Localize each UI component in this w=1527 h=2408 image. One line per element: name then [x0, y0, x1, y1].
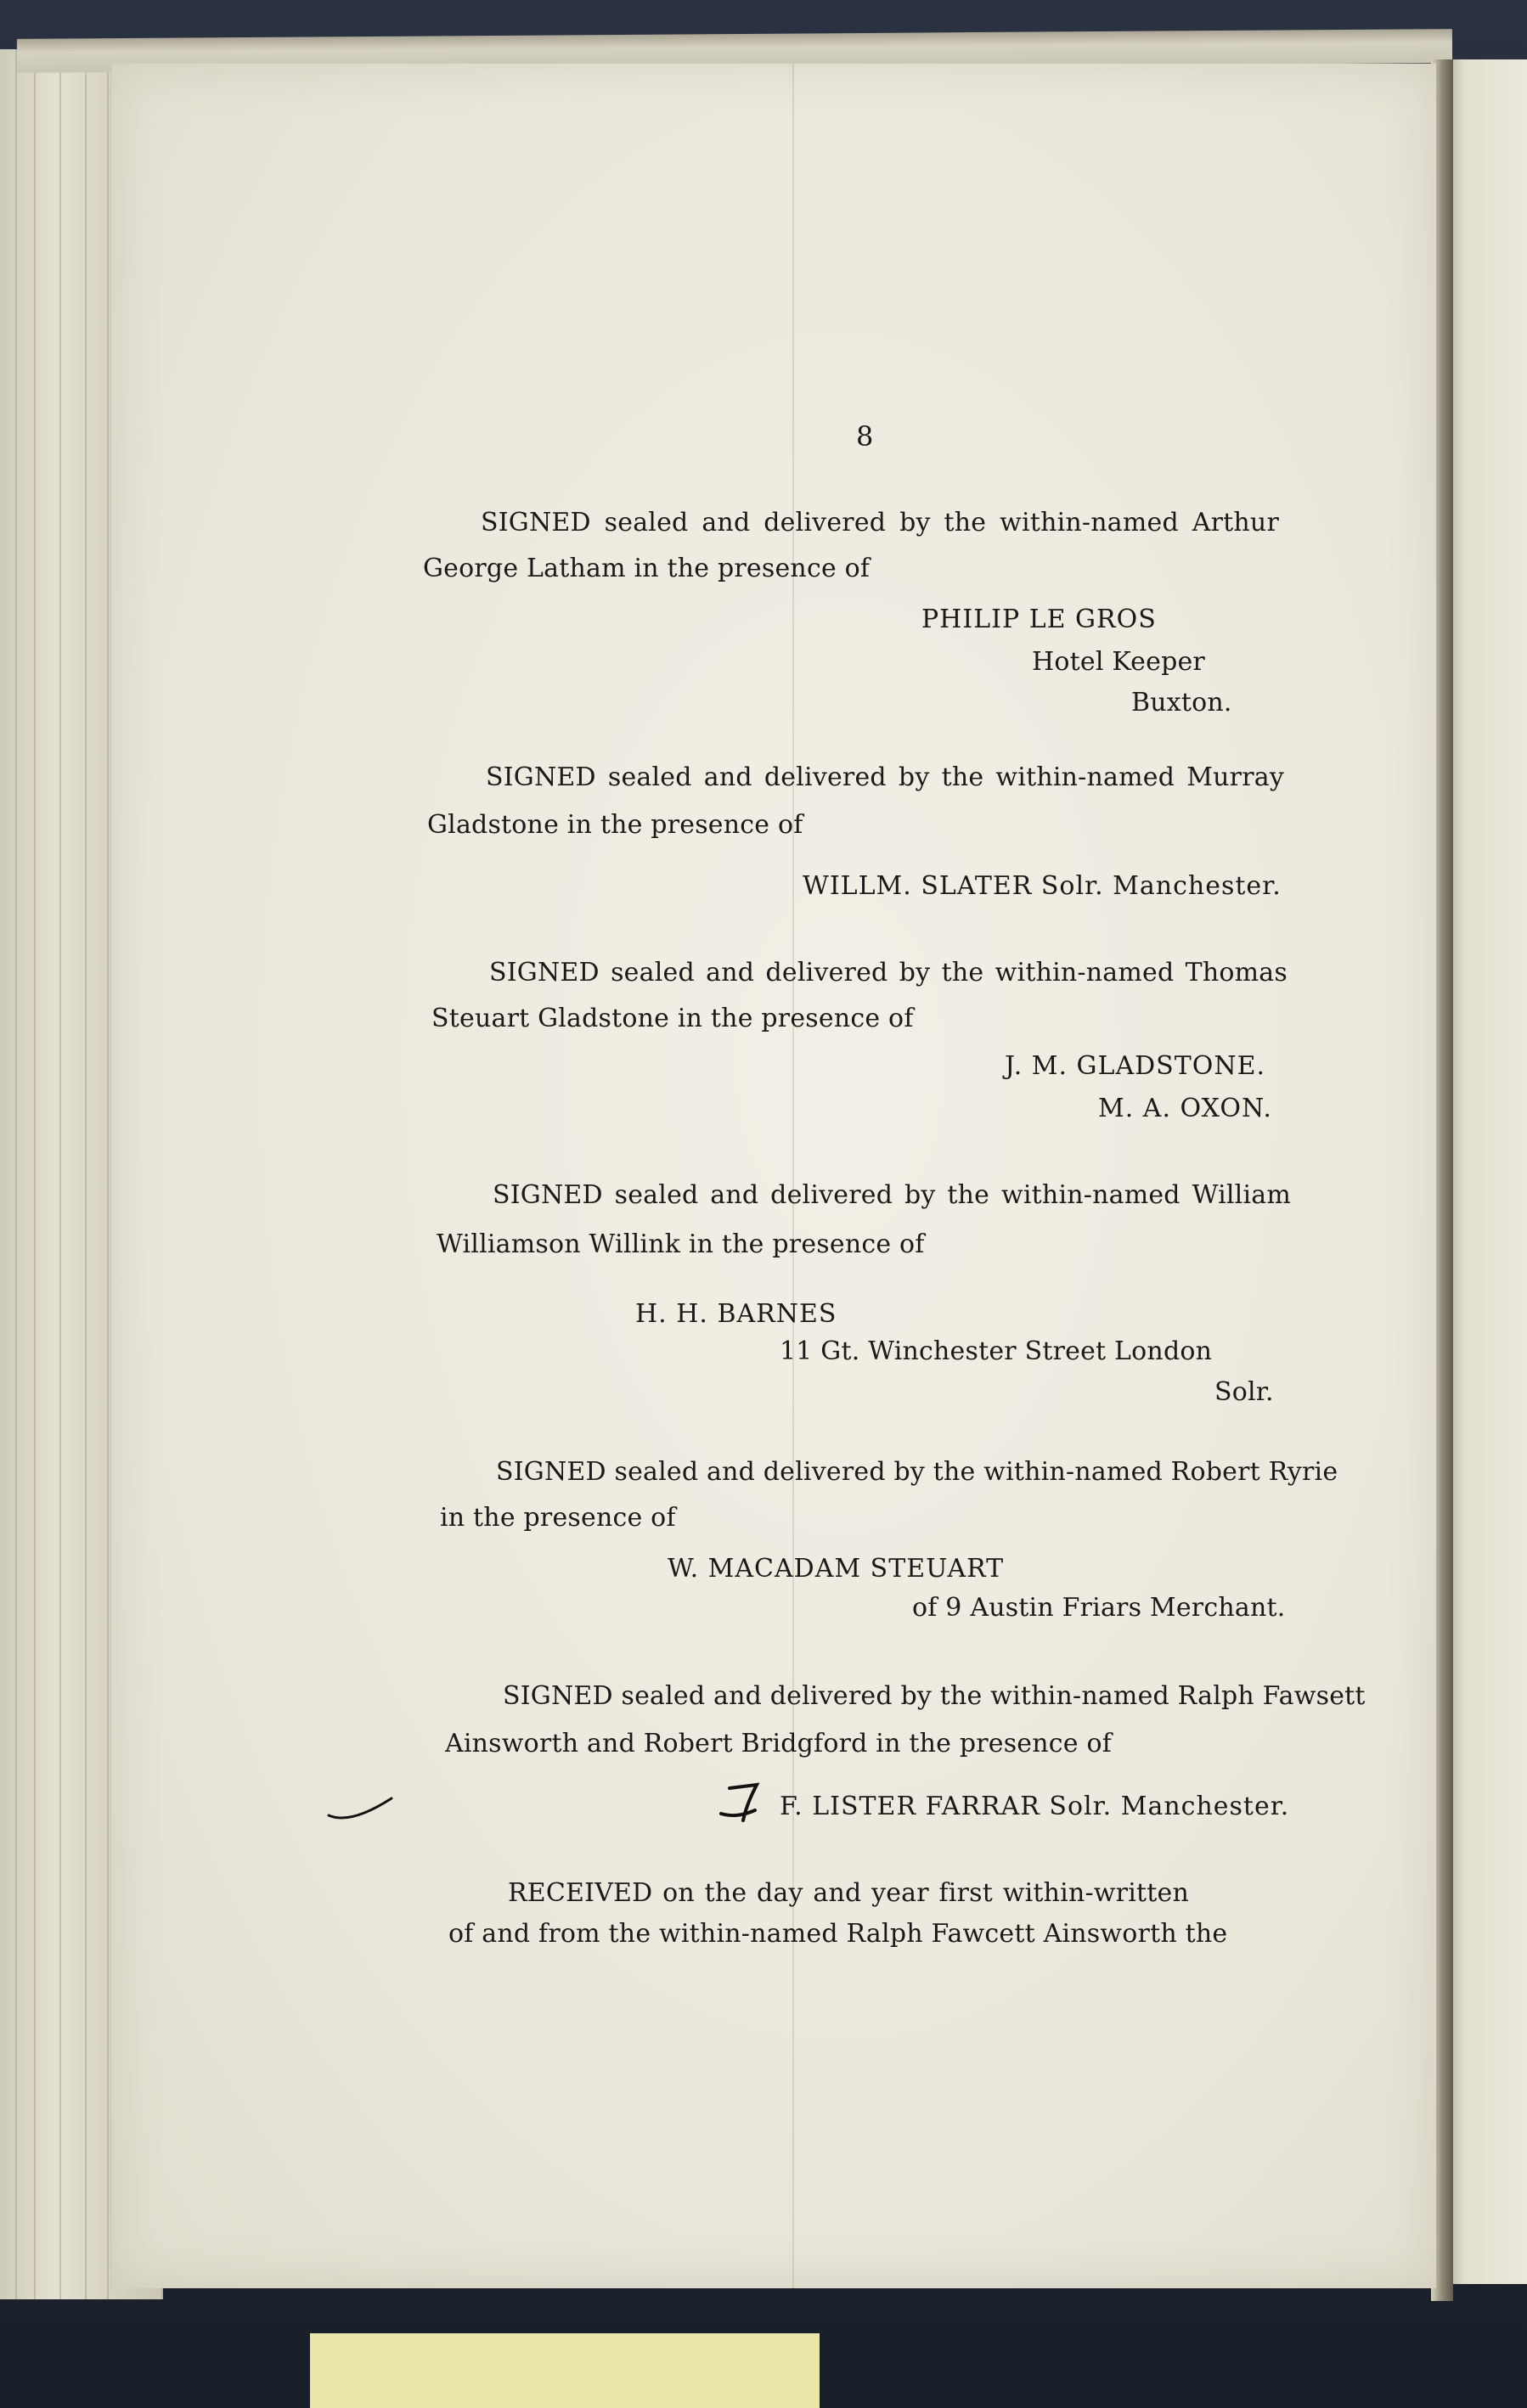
witness-thomas-name: J. M. GLADSTONE. [1005, 1051, 1266, 1081]
received-line2: of and from the within-named Ralph Fawcett Ainsworth the [448, 1919, 1228, 1949]
handwritten-initial-glyph [718, 1780, 777, 1827]
attestation-robert-line2: in the presence of [440, 1503, 676, 1533]
witness-arthur-occupation: Hotel Keeper [1032, 647, 1205, 677]
witness-murray: WILLM. SLATER Solr. Manchester. [803, 871, 1282, 901]
attestation-william-line2: Williamson Willink in the presence of [437, 1229, 925, 1259]
page-number: 8 [856, 420, 874, 453]
paper-tab [310, 2333, 820, 2408]
attestation-arthur-line2: George Latham in the presence of [423, 554, 871, 583]
attestation-thomas-line2: Steuart Gladstone in the presence of [431, 1004, 914, 1033]
witness-arthur-name: PHILIP LE GROS [921, 605, 1157, 634]
margin-check-mark [327, 1793, 395, 1824]
witness-robert-name: W. MACADAM STEUART [668, 1554, 1005, 1584]
attestation-arthur-line1: SIGNED sealed and delivered by the within-named Arthur [481, 508, 1279, 537]
witness-william-address: 11 Gt. Winchester Street London [780, 1336, 1213, 1366]
page-fold [792, 64, 794, 2288]
witness-william-name: H. H. BARNES [635, 1299, 837, 1329]
received-line1: RECEIVED on the day and year first within-written [508, 1878, 1189, 1908]
attestation-thomas-line1: SIGNED sealed and delivered by the within-named Thomas [489, 958, 1288, 987]
witness-william-title: Solr. [1214, 1377, 1274, 1407]
attestation-murray-line1: SIGNED sealed and delivered by the within-named Murray [486, 762, 1284, 792]
witness-thomas-degree: M. A. OXON. [1098, 1094, 1272, 1123]
attestation-ralph-line2: Ainsworth and Robert Bridgford in the presence of [445, 1729, 1113, 1758]
witness-robert-address: of 9 Austin Friars Merchant. [912, 1593, 1286, 1623]
attestation-murray-line2: Gladstone in the presence of [427, 810, 803, 840]
attestation-william-line1: SIGNED sealed and delivered by the within-named William [493, 1180, 1291, 1210]
witness-ralph: F. LISTER FARRAR Solr. Manchester. [780, 1792, 1290, 1821]
document-page [110, 64, 1436, 2288]
attestation-robert-line1: SIGNED sealed and delivered by the within-named Robert Ryrie [496, 1457, 1338, 1487]
facing-page [1444, 59, 1527, 2284]
witness-arthur-place: Buxton. [1131, 688, 1232, 717]
attestation-ralph-line1: SIGNED sealed and delivered by the within-named Ralph Fawsett [503, 1681, 1366, 1711]
